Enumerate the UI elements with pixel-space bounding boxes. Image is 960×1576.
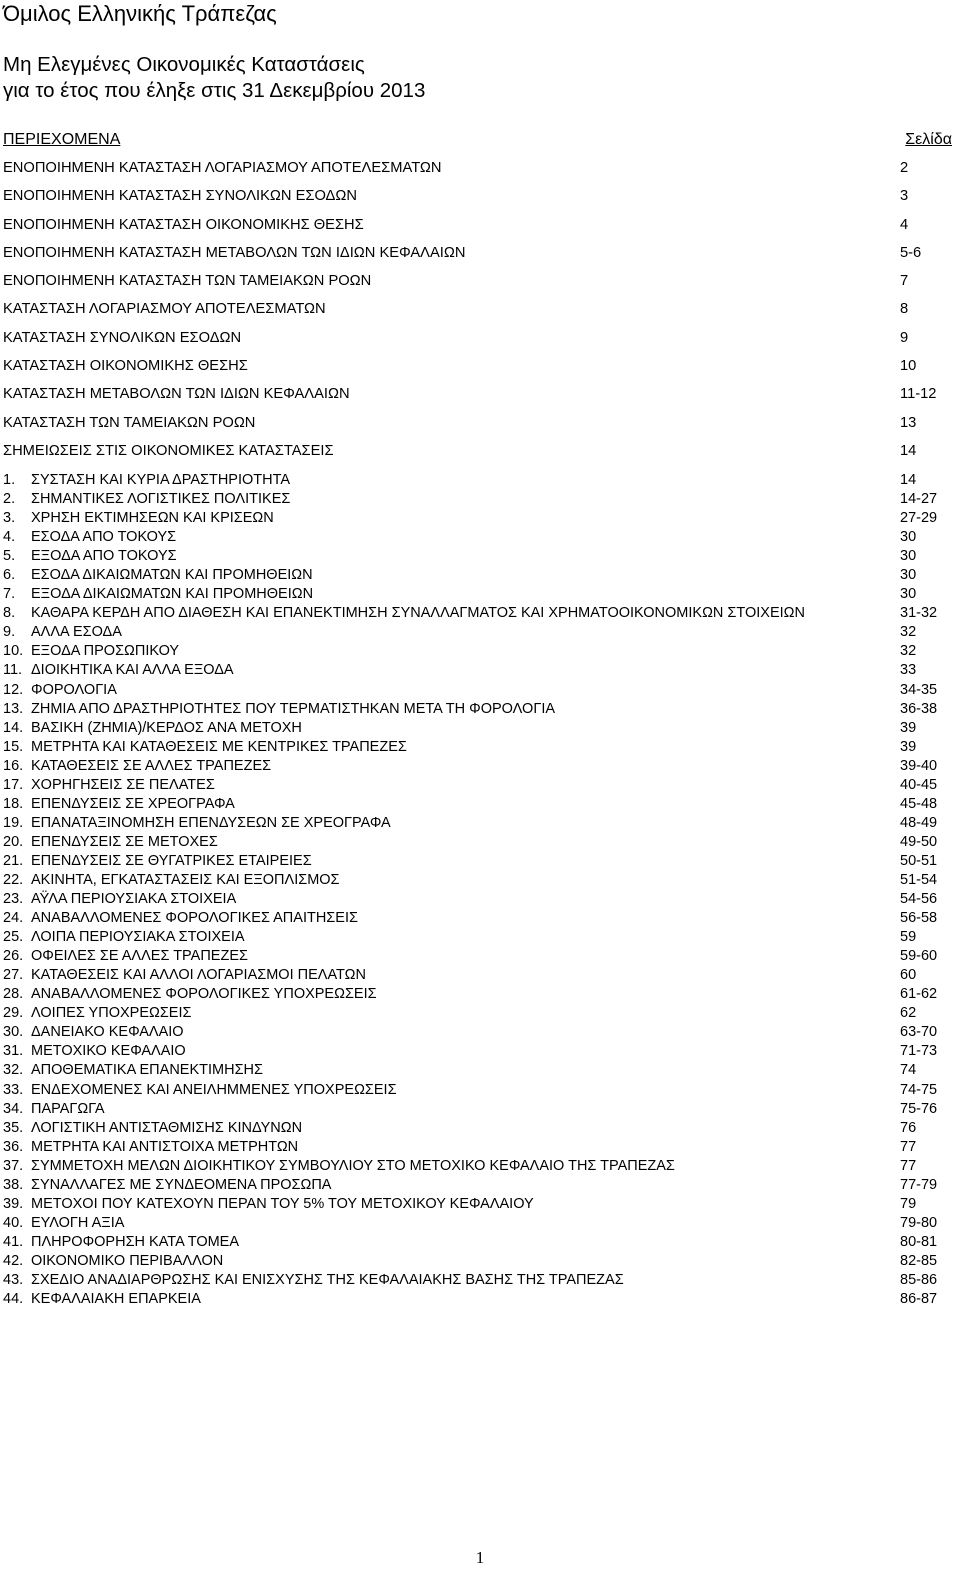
- toc-note-page: 82-85: [900, 1252, 938, 1269]
- toc-item-page: 7: [900, 273, 909, 290]
- toc-note-label: ΑΝΑΒΑΛΛΟΜΕΝΕΣ ΦΟΡΟΛΟΓΙΚΕΣ ΑΠΑΙΤΗΣΕΙΣ: [31, 910, 358, 927]
- toc-note-item[interactable]: [0, 1138, 960, 1157]
- toc-note-item[interactable]: [0, 1100, 960, 1119]
- toc-note-number: 8.: [3, 605, 16, 622]
- toc-note-label: ΚΑΤΑΘΕΣΕΙΣ ΣΕ ΑΛΛΕΣ ΤΡΑΠΕΖΕΣ: [31, 757, 272, 774]
- toc-note-item[interactable]: [0, 1195, 960, 1214]
- toc-note-item[interactable]: [0, 719, 960, 738]
- toc-note-label: ΧΟΡΗΓΗΣΕΙΣ ΣΕ ΠΕΛΑΤΕΣ: [31, 776, 215, 793]
- toc-note-item[interactable]: [0, 1119, 960, 1138]
- toc-item[interactable]: [0, 441, 960, 469]
- toc-item-page: 11-12: [900, 386, 937, 403]
- toc-note-label: ΕΝΔΕΧΟΜΕΝΕΣ ΚΑΙ ΑΝΕΙΛΗΜΜΕΝΕΣ ΥΠΟΧΡΕΩΣΕΙΣ: [31, 1081, 397, 1098]
- toc-note-label: ΑΛΛΑ ΕΣΟΔΑ: [31, 624, 122, 641]
- toc-note-item[interactable]: [0, 528, 960, 547]
- toc-note-label: ΕΠΑΝΑΤΑΞΙΝΟΜΗΣΗ ΕΠΕΝΔΥΣΕΩΝ ΣΕ ΧΡΕΟΓΡΑΦΑ: [31, 814, 391, 831]
- toc-note-page: 30: [900, 567, 917, 584]
- toc-note-item[interactable]: [0, 776, 960, 795]
- toc-note-item[interactable]: [0, 1233, 960, 1252]
- toc-note-item[interactable]: [0, 966, 960, 985]
- toc-note-number: 35.: [3, 1119, 24, 1136]
- toc-note-page: 50-51: [900, 852, 938, 869]
- toc-note-label: ΠΑΡΑΓΩΓΑ: [31, 1100, 105, 1117]
- toc-note-item[interactable]: [0, 909, 960, 928]
- toc-note-number: 27.: [3, 967, 24, 984]
- toc-item-page: 8: [900, 301, 909, 318]
- toc-note-page: 59-60: [900, 948, 938, 965]
- toc-note-number: 2.: [3, 491, 16, 508]
- toc-note-item[interactable]: [0, 1061, 960, 1080]
- toc-note-number: 26.: [3, 948, 24, 965]
- toc-note-page: 62: [900, 1005, 917, 1022]
- toc-note-item[interactable]: [0, 833, 960, 852]
- toc-note-label: ΜΕΤΡΗΤΑ ΚΑΙ ΑΝΤΙΣΤΟΙΧΑ ΜΕΤΡΗΤΩΝ: [31, 1138, 299, 1155]
- toc-note-number: 38.: [3, 1176, 24, 1193]
- toc-note-item[interactable]: [0, 547, 960, 566]
- toc-note-label: ΚΑΤΑΘΕΣΕΙΣ ΚΑΙ ΑΛΛΟΙ ΛΟΓΑΡΙΑΣΜΟΙ ΠΕΛΑΤΩΝ: [31, 967, 366, 984]
- toc-note-number: 13.: [3, 700, 24, 717]
- company-name: Όμιλος Ελληνικής Τράπεζας: [3, 1, 277, 26]
- toc-item-label: ΚΑΤΑΣΤΑΣΗ ΜΕΤΑΒΟΛΩΝ ΤΩΝ ΙΔΙΩΝ ΚΕΦΑΛΑΙΩΝ: [3, 386, 350, 403]
- toc-note-number: 6.: [3, 567, 16, 584]
- toc-note-page: 54-56: [900, 891, 938, 908]
- toc-note-item[interactable]: [0, 471, 960, 490]
- toc-note-label: ΛΟΙΠΕΣ ΥΠΟΧΡΕΩΣΕΙΣ: [31, 1005, 192, 1022]
- toc-item-page: 4: [900, 216, 909, 233]
- toc-note-label: ΑΝΑΒΑΛΛΟΜΕΝΕΣ ΦΟΡΟΛΟΓΙΚΕΣ ΥΠΟΧΡΕΩΣΕΙΣ: [31, 986, 377, 1003]
- toc-note-item[interactable]: [0, 1214, 960, 1233]
- toc-note-number: 40.: [3, 1214, 24, 1231]
- toc-note-label: ΕΞΟΔΑ ΠΡΟΣΩΠΙΚΟΥ: [31, 643, 180, 660]
- toc-note-number: 4.: [3, 529, 16, 546]
- toc-note-number: 17.: [3, 776, 24, 793]
- toc-note-page: 86-87: [900, 1291, 938, 1308]
- toc-note-page: 14-27: [900, 491, 938, 508]
- toc-note-page: 49-50: [900, 833, 938, 850]
- toc-note-page: 77-79: [900, 1176, 938, 1193]
- toc-note-page: 36-38: [900, 700, 938, 717]
- toc-note-number: 31.: [3, 1043, 24, 1060]
- toc-note-number: 14.: [3, 719, 24, 736]
- toc-note-number: 22.: [3, 871, 24, 888]
- toc-note-item[interactable]: [0, 623, 960, 642]
- toc-note-number: 20.: [3, 833, 24, 850]
- toc-note-number: 39.: [3, 1195, 24, 1212]
- toc-note-number: 43.: [3, 1271, 24, 1288]
- toc-item-label: ΚΑΤΑΣΤΑΣΗ ΣΥΝΟΛΙΚΩΝ ΕΣΟΔΩΝ: [3, 329, 242, 346]
- toc-note-label: ΕΥΛΟΓΗ ΑΞΙΑ: [31, 1214, 125, 1231]
- toc-note-item[interactable]: [0, 681, 960, 700]
- toc-item-label: ΕΝΟΠΟΙΗΜΕΝΗ ΚΑΤΑΣΤΑΣΗ ΣΥΝΟΛΙΚΩΝ ΕΣΟΔΩΝ: [3, 188, 357, 205]
- toc-page-heading: Σελίδα: [905, 131, 952, 148]
- toc-note-label: ΑΫΛΑ ΠΕΡΙΟΥΣΙΑΚΑ ΣΤΟΙΧΕΙΑ: [31, 891, 237, 908]
- toc-note-page: 74-75: [900, 1081, 938, 1098]
- toc-note-item[interactable]: [0, 871, 960, 890]
- toc-item[interactable]: [0, 186, 960, 214]
- toc-item-label: ΕΝΟΠΟΙΗΜΕΝΗ ΚΑΤΑΣΤΑΣΗ ΤΩΝ ΤΑΜΕΙΑΚΩΝ ΡΟΩΝ: [3, 273, 372, 290]
- toc-note-label: ΣΥΣΤΑΣΗ ΚΑΙ ΚΥΡΙΑ ΔΡΑΣΤΗΡΙΟΤΗΤΑ: [31, 472, 291, 488]
- toc-note-page: 39: [900, 719, 917, 736]
- toc-item[interactable]: [0, 413, 960, 441]
- toc-note-page: 30: [900, 548, 917, 565]
- toc-note-number: 3.: [3, 510, 16, 527]
- toc-note-page: 79-80: [900, 1214, 938, 1231]
- toc-note-page: 32: [900, 624, 917, 641]
- toc-note-page: 85-86: [900, 1271, 938, 1288]
- toc-note-number: 21.: [3, 852, 24, 869]
- document-subtitle: για το έτος που έληξε στις 31 Δεκεμβρίου 2013: [3, 79, 426, 102]
- toc-note-number: 11.: [3, 662, 23, 679]
- toc-note-page: 40-45: [900, 776, 938, 793]
- toc-note-label: ΑΠΟΘΕΜΑΤΙΚΑ ΕΠΑΝΕΚΤΙΜΗΣΗΣ: [31, 1062, 263, 1079]
- toc-note-item[interactable]: [0, 604, 960, 623]
- toc-item[interactable]: [0, 243, 960, 271]
- toc-note-item[interactable]: [0, 795, 960, 814]
- toc-note-label: ΕΠΕΝΔΥΣΕΙΣ ΣΕ ΜΕΤΟΧΕΣ: [31, 833, 218, 850]
- toc-note-page: 39-40: [900, 757, 938, 774]
- toc-note-item[interactable]: [0, 1023, 960, 1042]
- toc-note-number: 44.: [3, 1291, 24, 1308]
- toc-note-item[interactable]: [0, 1157, 960, 1176]
- toc-item-page: 5-6: [900, 244, 922, 261]
- toc-note-label: ΣΥΜΜΕΤΟΧΗ ΜΕΛΩΝ ΔΙΟΙΚΗΤΙΚΟΥ ΣΥΜΒΟΥΛΙΟΥ ΣΤΟ ΜΕΤΟΧΙΚΟ ΚΕΦΑΛΑΙΟ ΤΗΣ ΤΡΑΠΕΖΑΣ: [31, 1157, 675, 1174]
- toc-note-label: ΕΠΕΝΔΥΣΕΙΣ ΣΕ ΘΥΓΑΤΡΙΚΕΣ ΕΤΑΙΡΕΙΕΣ: [31, 852, 312, 869]
- toc-item-page: 14: [900, 442, 917, 459]
- toc-item-label: ΕΝΟΠΟΙΗΜΕΝΗ ΚΑΤΑΣΤΑΣΗ ΜΕΤΑΒΟΛΩΝ ΤΩΝ ΙΔΙΩΝ ΚΕΦΑΛΑΙΩΝ: [3, 244, 466, 261]
- toc-note-number: 25.: [3, 929, 24, 946]
- toc-note-item[interactable]: [0, 490, 960, 509]
- toc-note-item[interactable]: [0, 585, 960, 604]
- toc-note-label: ΜΕΤΡΗΤΑ ΚΑΙ ΚΑΤΑΘΕΣΕΙΣ ΜΕ ΚΕΝΤΡΙΚΕΣ ΤΡΑΠΕΖΕΣ: [31, 738, 407, 755]
- toc-note-item[interactable]: [0, 1042, 960, 1061]
- toc-note-number: 12.: [3, 681, 24, 698]
- toc-note-number: 28.: [3, 986, 24, 1003]
- toc-note-page: 76: [900, 1119, 917, 1136]
- toc-note-page: 48-49: [900, 814, 938, 831]
- toc-note-label: ΜΕΤΟΧΙΚΟ ΚΕΦΑΛΑΙΟ: [31, 1043, 186, 1060]
- toc-note-label: ΟΙΚΟΝΟΜΙΚΟ ΠΕΡΙΒΑΛΛΟΝ: [31, 1252, 224, 1269]
- toc-note-label: ΔΑΝΕΙΑΚΟ ΚΕΦΑΛΑΙΟ: [31, 1024, 184, 1041]
- toc-note-item[interactable]: [0, 1271, 960, 1290]
- toc-note-number: 23.: [3, 891, 24, 908]
- toc-note-label: ΕΣΟΔΑ ΑΠΟ ΤΟΚΟΥΣ: [31, 529, 177, 546]
- toc-note-number: 9.: [3, 624, 16, 641]
- toc-note-item[interactable]: [0, 566, 960, 585]
- toc-note-page: 77: [900, 1157, 917, 1174]
- toc-note-number: 41.: [3, 1233, 24, 1250]
- toc-note-page: 32: [900, 643, 917, 660]
- toc-note-label: ΕΠΕΝΔΥΣΕΙΣ ΣΕ ΧΡΕΟΓΡΑΦΑ: [31, 795, 235, 812]
- toc-item-label: ΕΝΟΠΟΙΗΜΕΝΗ ΚΑΤΑΣΤΑΣΗ ΟΙΚΟΝΟΜΙΚΗΣ ΘΕΣΗΣ: [3, 216, 364, 233]
- toc-note-page: 31-32: [900, 605, 938, 622]
- toc-item[interactable]: [0, 299, 960, 327]
- toc-note-page: 74: [900, 1062, 917, 1079]
- toc-note-item[interactable]: [0, 1081, 960, 1100]
- toc-note-number: 29.: [3, 1005, 24, 1022]
- toc-note-page: 59: [900, 929, 917, 946]
- toc-note-page: 51-54: [900, 871, 938, 888]
- toc-note-number: 5.: [3, 548, 16, 565]
- toc-note-label: ΧΡΗΣΗ ΕΚΤΙΜΗΣΕΩΝ ΚΑΙ ΚΡΙΣΕΩΝ: [31, 510, 274, 527]
- toc-note-number: 24.: [3, 910, 24, 927]
- document-title: Μη Ελεγμένες Οικονομικές Καταστάσεις: [3, 53, 365, 76]
- toc-note-number: 32.: [3, 1062, 24, 1079]
- toc-note-page: 63-70: [900, 1024, 938, 1041]
- toc-note-item[interactable]: [0, 700, 960, 719]
- toc-note-page: 71-73: [900, 1043, 938, 1060]
- toc-note-number: 34.: [3, 1100, 24, 1117]
- toc-note-page: 30: [900, 586, 917, 603]
- toc-note-number: 18.: [3, 795, 24, 812]
- toc-note-label: ΔΙΟΙΚΗΤΙΚΑ ΚΑΙ ΑΛΛΑ ΕΞΟΔΑ: [31, 662, 234, 679]
- toc-note-label: ΕΣΟΔΑ ΔΙΚΑΙΩΜΑΤΩΝ ΚΑΙ ΠΡΟΜΗΘΕΙΩΝ: [31, 567, 313, 584]
- toc-item-label: ΚΑΤΑΣΤΑΣΗ ΛΟΓΑΡΙΑΣΜΟΥ ΑΠΟΤΕΛΕΣΜΑΤΩΝ: [3, 301, 326, 318]
- toc-note-item[interactable]: [0, 661, 960, 680]
- toc-note-page: 34-35: [900, 681, 938, 698]
- toc-item[interactable]: [0, 158, 960, 186]
- toc-note-number: 42.: [3, 1252, 24, 1269]
- toc-note-item[interactable]: [0, 642, 960, 661]
- toc-heading: ΠΕΡΙΕΧΟΜΕΝΑ: [3, 131, 121, 148]
- toc-note-label: ΜΕΤΟΧΟΙ ΠΟΥ ΚΑΤΕΧΟΥΝ ΠΕΡΑΝ ΤΟΥ 5% ΤΟΥ ΜΕΤΟΧΙΚΟΥ ΚΕΦΑΛΑΙΟΥ: [31, 1195, 534, 1212]
- toc-main-list: [0, 158, 960, 469]
- toc-note-number: 19.: [3, 814, 24, 831]
- toc-note-label: ΠΛΗΡΟΦΟΡΗΣΗ ΚΑΤΑ ΤΟΜΕΑ: [31, 1233, 240, 1250]
- toc-note-item[interactable]: [0, 1290, 960, 1309]
- toc-item-page: 3: [900, 188, 909, 205]
- toc-note-number: 10.: [3, 643, 24, 660]
- toc-item[interactable]: [0, 384, 960, 412]
- toc-note-label: ΖΗΜΙΑ ΑΠΟ ΔΡΑΣΤΗΡΙΟΤΗΤΕΣ ΠΟΥ ΤΕΡΜΑΤΙΣΤΗΚΑΝ ΜΕΤΑ ΤΗ ΦΟΡΟΛΟΓΙΑ: [31, 700, 556, 717]
- toc-item-page: 9: [900, 329, 909, 346]
- toc-note-page: 80-81: [900, 1233, 938, 1250]
- toc-item-label: ΚΑΤΑΣΤΑΣΗ ΤΩΝ ΤΑΜΕΙΑΚΩΝ ΡΟΩΝ: [3, 414, 256, 431]
- toc-note-item[interactable]: [0, 1004, 960, 1023]
- toc-item-label: ΕΝΟΠΟΙΗΜΕΝΗ ΚΑΤΑΣΤΑΣΗ ΛΟΓΑΡΙΑΣΜΟΥ ΑΠΟΤΕΛΕΣΜΑΤΩΝ: [3, 160, 442, 176]
- toc-item[interactable]: [0, 328, 960, 356]
- toc-notes-list: [0, 471, 960, 1309]
- toc-item[interactable]: [0, 215, 960, 243]
- toc-note-page: 60: [900, 967, 917, 984]
- toc-note-label: ΕΞΟΔΑ ΔΙΚΑΙΩΜΑΤΩΝ ΚΑΙ ΠΡΟΜΗΘΕΙΩΝ: [31, 586, 314, 603]
- toc-note-item[interactable]: [0, 1176, 960, 1195]
- toc-note-label: ΚΑΘΑΡΑ ΚΕΡΔΗ ΑΠΟ ΔΙΑΘΕΣΗ ΚΑΙ ΕΠΑΝΕΚΤΙΜΗΣΗ ΣΥΝΑΛΛΑΓΜΑΤΟΣ ΚΑΙ ΧΡΗΜΑΤΟΟΙΚΟΝΟΜΙΚΩΝ ΣΤΟΙΧΕΙΩΝ: [31, 605, 805, 622]
- toc-note-number: 16.: [3, 757, 24, 774]
- toc-note-page: 79: [900, 1195, 917, 1212]
- toc-note-number: 7.: [3, 586, 16, 603]
- toc-note-label: ΑΚΙΝΗΤΑ, ΕΓΚΑΤΑΣΤΑΣΕΙΣ ΚΑΙ ΕΞΟΠΛΙΣΜΟΣ: [31, 871, 340, 888]
- toc-note-page: 30: [900, 529, 917, 546]
- toc-item-page: 10: [900, 358, 917, 375]
- toc-note-label: ΣΧΕΔΙΟ ΑΝΑΔΙΑΡΘΡΩΣΗΣ ΚΑΙ ΕΝΙΣΧΥΣΗΣ ΤΗΣ ΚΕΦΑΛΑΙΑΚΗΣ ΒΑΣΗΣ ΤΗΣ ΤΡΑΠΕΖΑΣ: [31, 1271, 624, 1288]
- toc-note-label: ΒΑΣΙΚΗ (ΖΗΜΙΑ)/ΚΕΡΔΟΣ ΑΝΑ ΜΕΤΟΧΗ: [31, 719, 302, 736]
- toc-item[interactable]: [0, 356, 960, 384]
- toc-note-number: 33.: [3, 1081, 24, 1098]
- toc-note-label: ΦΟΡΟΛΟΓΙΑ: [31, 681, 117, 698]
- toc-note-number: 15.: [3, 738, 24, 755]
- toc-note-label: ΣΗΜΑΝΤΙΚΕΣ ΛΟΓΙΣΤΙΚΕΣ ΠΟΛΙΤΙΚΕΣ: [31, 491, 291, 508]
- toc-note-number: 36.: [3, 1138, 24, 1155]
- toc-note-item[interactable]: [0, 1252, 960, 1271]
- toc-note-page: 27-29: [900, 510, 938, 527]
- toc-note-item[interactable]: [0, 947, 960, 966]
- toc-note-page: 77: [900, 1138, 917, 1155]
- toc-note-page: 39: [900, 738, 917, 755]
- toc-item-label: ΚΑΤΑΣΤΑΣΗ ΟΙΚΟΝΟΜΙΚΗΣ ΘΕΣΗΣ: [3, 358, 248, 375]
- toc-note-item[interactable]: [0, 890, 960, 909]
- toc-note-item[interactable]: [0, 852, 960, 871]
- toc-note-page: 33: [900, 662, 917, 679]
- toc-note-label: ΚΕΦΑΛΑΙΑΚΗ ΕΠΑΡΚΕΙΑ: [31, 1291, 201, 1308]
- page-number: 1: [475, 1548, 485, 1567]
- toc-note-number: 30.: [3, 1024, 24, 1041]
- toc-note-label: ΟΦΕΙΛΕΣ ΣΕ ΑΛΛΕΣ ΤΡΑΠΕΖΕΣ: [31, 948, 248, 965]
- toc-note-item[interactable]: [0, 757, 960, 776]
- toc-item[interactable]: [0, 271, 960, 299]
- toc-note-page: 61-62: [900, 986, 938, 1003]
- toc-note-page: 14: [900, 472, 917, 488]
- toc-note-item[interactable]: [0, 738, 960, 757]
- toc-item-page: 2: [900, 160, 909, 176]
- toc-item-page: 13: [900, 414, 917, 431]
- toc-note-number: 37.: [3, 1157, 24, 1174]
- toc-note-item[interactable]: [0, 814, 960, 833]
- toc-item-label: ΣΗΜΕΙΩΣΕΙΣ ΣΤΙΣ ΟΙΚΟΝΟΜΙΚΕΣ ΚΑΤΑΣΤΑΣΕΙΣ: [3, 442, 334, 459]
- toc-note-item[interactable]: [0, 985, 960, 1004]
- toc-note-label: ΛΟΓΙΣΤΙΚΗ ΑΝΤΙΣΤΑΘΜΙΣΗΣ ΚΙΝΔΥΝΩΝ: [31, 1119, 303, 1136]
- toc-note-label: ΛΟΙΠΑ ΠΕΡΙΟΥΣΙΑΚΑ ΣΤΟΙΧΕΙΑ: [31, 929, 245, 946]
- toc-note-label: ΕΞΟΔΑ ΑΠΟ ΤΟΚΟΥΣ: [31, 548, 177, 565]
- toc-note-number: 1.: [3, 472, 16, 488]
- toc-note-label: ΣΥΝΑΛΛΑΓΕΣ ΜΕ ΣΥΝΔΕΟΜΕΝΑ ΠΡΟΣΩΠΑ: [31, 1176, 332, 1193]
- toc-note-page: 56-58: [900, 910, 938, 927]
- toc-note-page: 75-76: [900, 1100, 938, 1117]
- toc-note-item[interactable]: [0, 509, 960, 528]
- toc-note-page: 45-48: [900, 795, 938, 812]
- toc-note-item[interactable]: [0, 928, 960, 947]
